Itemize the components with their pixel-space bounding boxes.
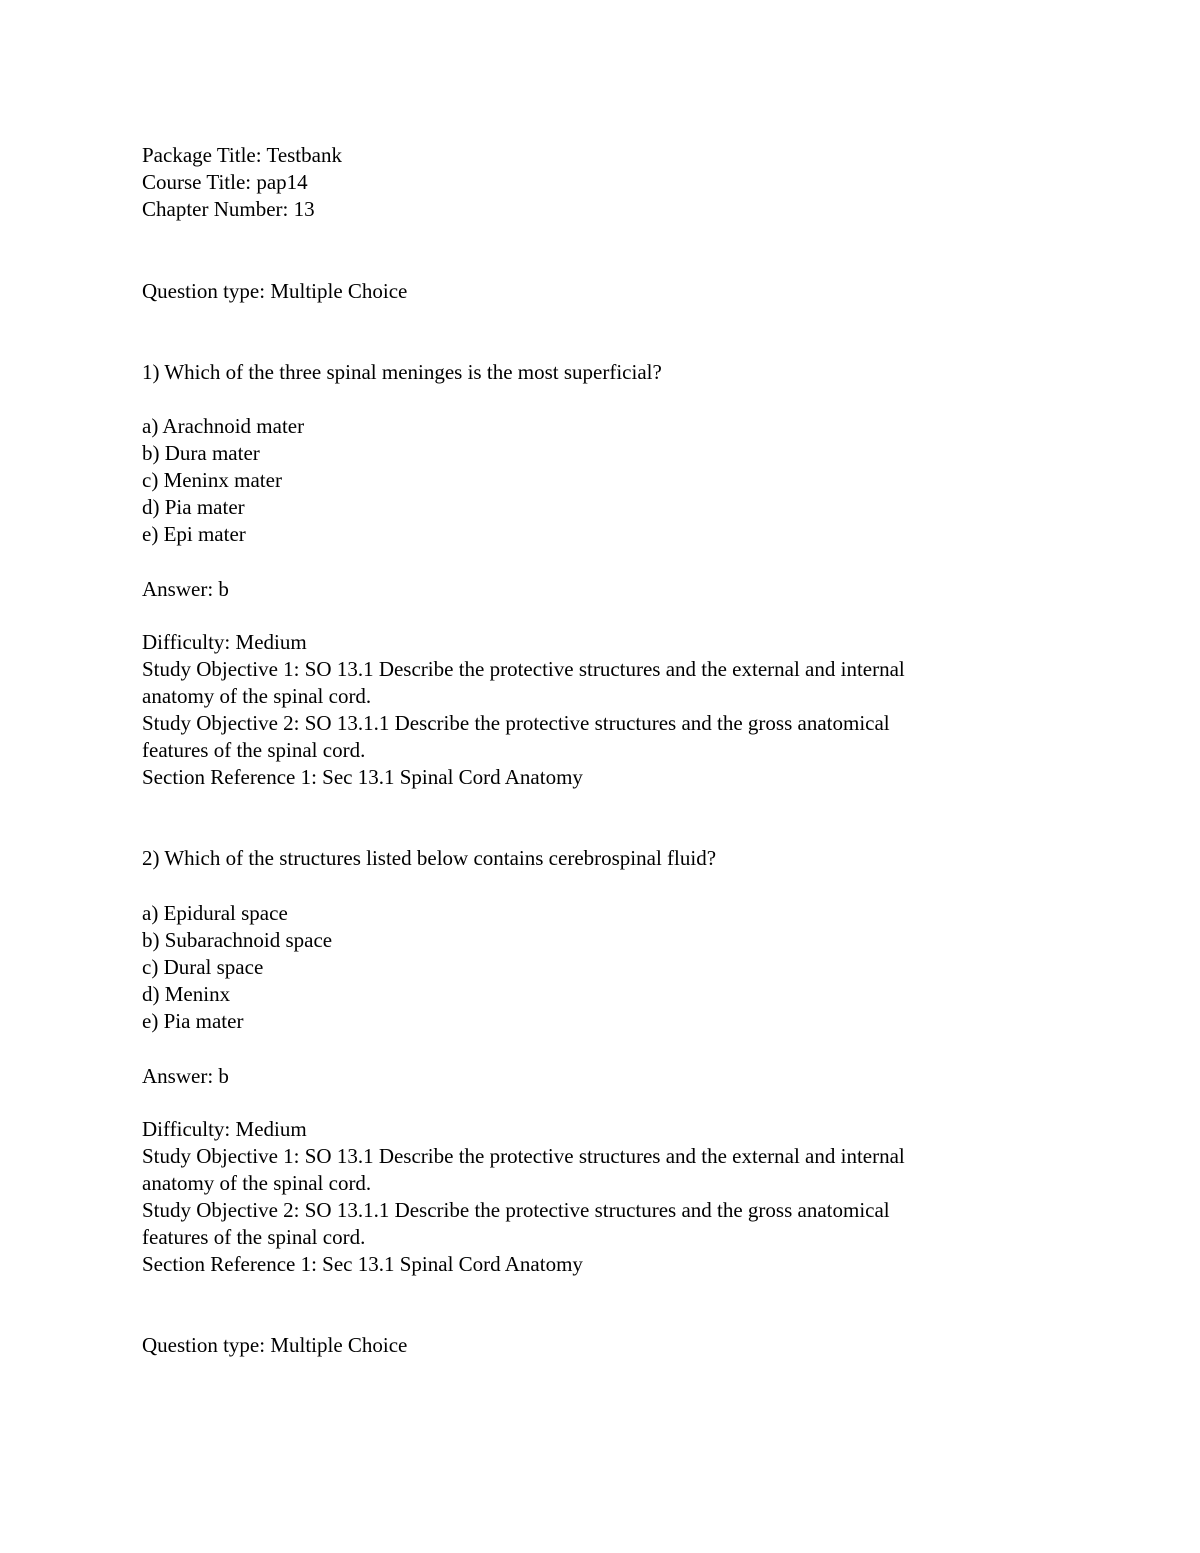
question-2-objective-2-line-2: features of the spinal cord.: [142, 1225, 366, 1249]
question-type-heading-2: Question type: Multiple Choice: [142, 1333, 408, 1357]
question-1-objective-2-line-1: Study Objective 2: SO 13.1.1 Describe the protective structures and the gross anatomical: [142, 711, 890, 735]
question-2-option-b: b) Subarachnoid space: [142, 928, 333, 952]
chapter-number: Chapter Number: 13: [142, 197, 315, 221]
question-1-objective-2-line-2: features of the spinal cord.: [142, 738, 366, 762]
question-1-objective-1-line-2: anatomy of the spinal cord.: [142, 684, 372, 708]
question-2-text: 2) Which of the structures listed below contains cerebrospinal fluid?: [142, 846, 717, 870]
question-2-option-e: e) Pia mater: [142, 1009, 244, 1033]
question-2-option-a: a) Epidural space: [142, 901, 288, 925]
question-1-option-d: d) Pia mater: [142, 495, 245, 519]
question-2-section-reference: Section Reference 1: Sec 13.1 Spinal Cord Anatomy: [142, 1252, 583, 1276]
question-2-objective-1-line-1: Study Objective 1: SO 13.1 Describe the protective structures and the external and internal: [142, 1144, 905, 1168]
question-1-option-a: a) Arachnoid mater: [142, 414, 305, 438]
question-type-heading: Question type: Multiple Choice: [142, 279, 408, 303]
question-1-text: 1) Which of the three spinal meninges is the most superficial?: [142, 360, 662, 384]
question-1-option-e: e) Epi mater: [142, 522, 246, 546]
question-1-difficulty: Difficulty: Medium: [142, 630, 307, 654]
question-2-difficulty: Difficulty: Medium: [142, 1117, 307, 1141]
question-2-option-d: d) Meninx: [142, 982, 231, 1006]
question-2-answer: Answer: b: [142, 1064, 229, 1088]
question-1-option-b: b) Dura mater: [142, 441, 260, 465]
question-2-objective-2-line-1: Study Objective 2: SO 13.1.1 Describe the protective structures and the gross anatomical: [142, 1198, 890, 1222]
question-1-answer: Answer: b: [142, 577, 229, 601]
course-title: Course Title: pap14: [142, 170, 308, 194]
question-2-objective-1-line-2: anatomy of the spinal cord.: [142, 1171, 372, 1195]
question-1-section-reference: Section Reference 1: Sec 13.1 Spinal Cord Anatomy: [142, 765, 583, 789]
package-title: Package Title: Testbank: [142, 143, 342, 167]
question-1-objective-1-line-1: Study Objective 1: SO 13.1 Describe the protective structures and the external and internal: [142, 657, 905, 681]
question-1-option-c: c) Meninx mater: [142, 468, 282, 492]
question-2-option-c: c) Dural space: [142, 955, 264, 979]
